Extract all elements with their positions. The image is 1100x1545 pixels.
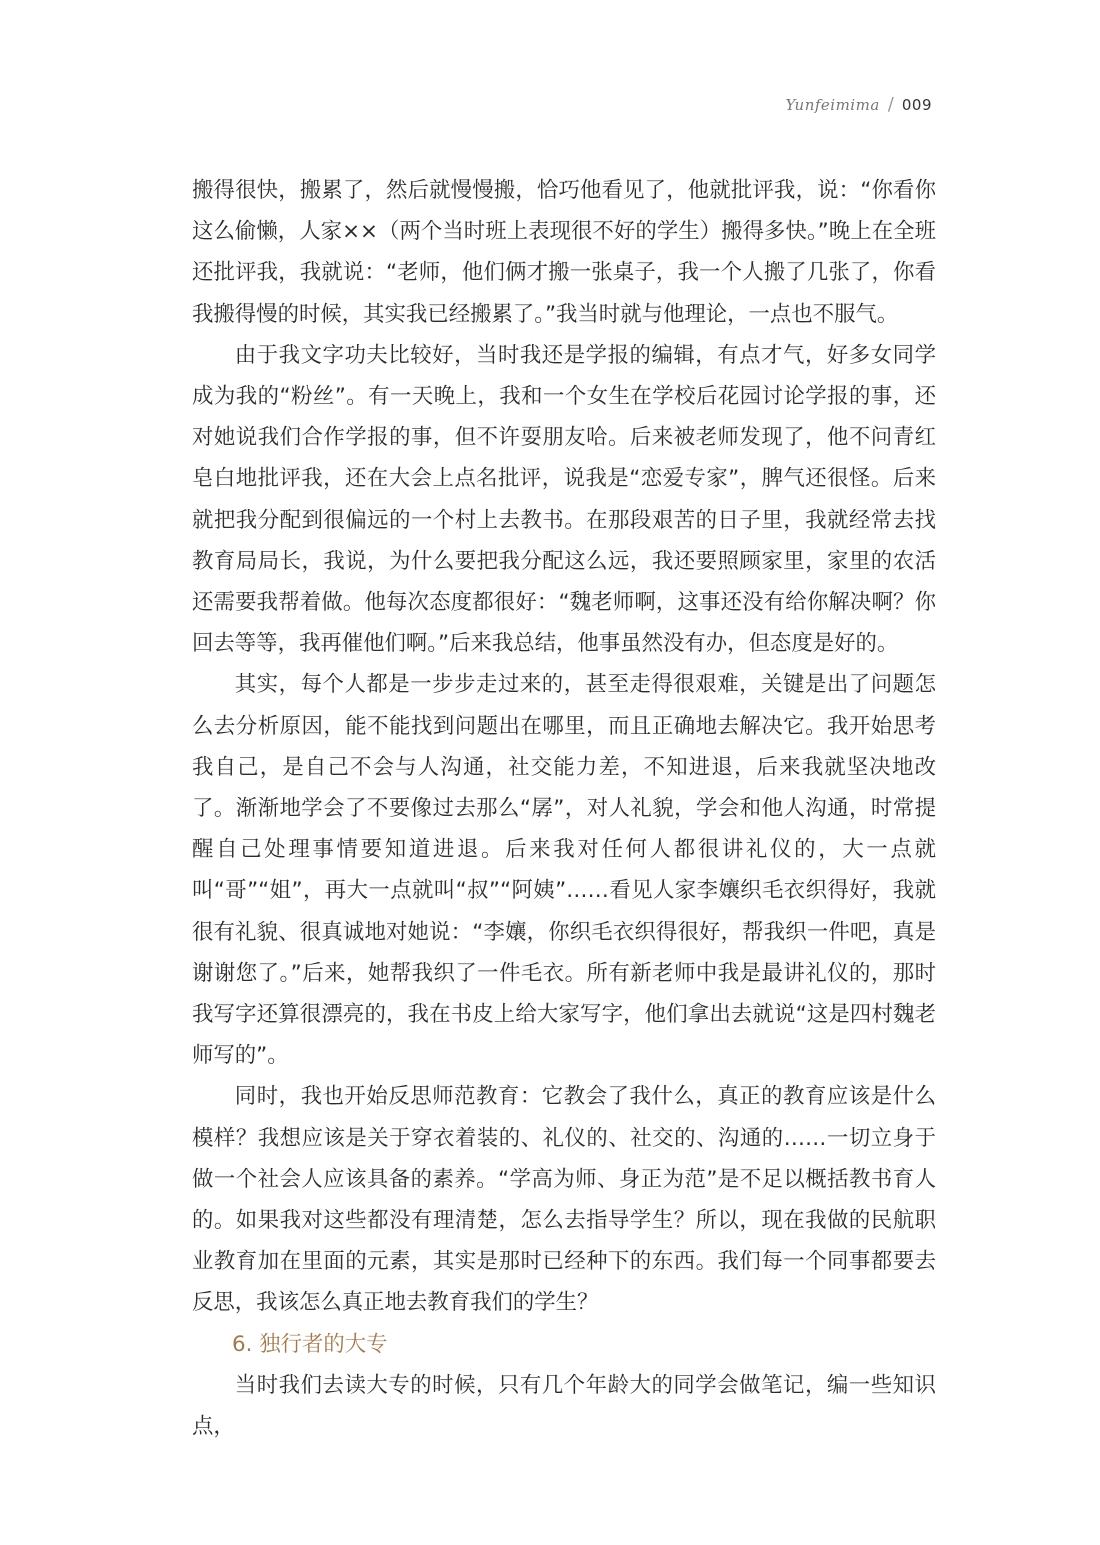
section-heading: 6. 独行者的大专 [232, 1331, 388, 1357]
paragraph: 由于我文字功夫比较好，当时我还是学报的编辑，有点才气，好多女同学成为我的“粉丝”。有一天晚上，我和一个女生在学校后花园讨论学报的事，还对她说我们合作学报的事，但不许耍朋友哈。后来被老师发现了，他不问青红皂白地批评我，还在大会上点名批评，说我是“恋爱专家”，脾气还很怪。后来就把我分配到很偏远的一个村上去教书。在那段艰苦的日子里，我就经常去找教育局局长，我说，为什么要把我分配这么远，我还要照顾家里，家里的农活还需要我帮着做。他每次态度都很好：“魏老师啊，这事还没有给你解决啊？你回去等等，我再催他们啊。”后来我总结，他事虽然没有办，但态度是好的。 [192, 342, 936, 657]
paragraph-continued: 搬得很快，搬累了，然后就慢慢搬，恰巧他看见了，他就批评我，说：“你看你这么偷懒，人家××（两个当时班上表现很不好的学生）搬得多快。”晚上在全班还批评我，我就说：“老师，他们俩才搬一张桌子，我一个人搬了几张了，你看我搬得慢的时候，其实我已经搬累了。”我当时就与他理论，一点也不服气。 [192, 178, 936, 327]
header-separator: / [887, 94, 894, 115]
paragraph: 同时，我也开始反思师范教育：它教会了我什么，真正的教育应该是什么模样？我想应该是关于穿衣着装的、礼仪的、社交的、沟通的……一切立身于做一个社会人应该具备的素养。“学高为师、身正为范”是不足以概括教书育人的。如果我对这些都没有理清楚，怎么去指导学生？所以，现在我做的民航职业教育加在里面的元素，其实是那时已经种下的东西。我们每一个同事都要去反思，我该怎么真正地去教育我们的学生？ [192, 1084, 936, 1316]
running-header [785, 94, 932, 115]
paragraph-final: 当时我们去读大专的时候，只有几个年龄大的同学会做笔记，编一些知识点， [192, 1372, 936, 1440]
header-book-title: Yunfeimima [785, 95, 880, 114]
page-number: 009 [901, 95, 932, 114]
paragraph: 其实，每个人都是一步步走过来的，甚至走得很艰难，关键是出了问题怎么去分析原因，能不能找到问题出在哪里，而且正确地去解决它。我开始思考我自己，是自己不会与人沟通，社交能力差，不知进退，后来我就坚决地改了。渐渐地学会了不要像过去那么“孱”，对人礼貌，学会和他人沟通，时常提醒自己处理事情要知道进退。后来我对任何人都很讲礼仪的，大一点就叫“哥”“姐”，再大一点就叫“叔”“阿姨”……看见人家李孃织毛衣织得好，我就很有礼貌、很真诚地对她说：“李孃，你织毛衣织得很好，帮我织一件吧，真是谢谢您了。”后来，她帮我织了一件毛衣。所有新老师中我是最讲礼仪的，那时我写字还算很漂亮的，我在书皮上给大家写字，他们拿出去就说“这是四村魏老师写的”。 [192, 672, 936, 1069]
body-text [192, 170, 936, 1447]
